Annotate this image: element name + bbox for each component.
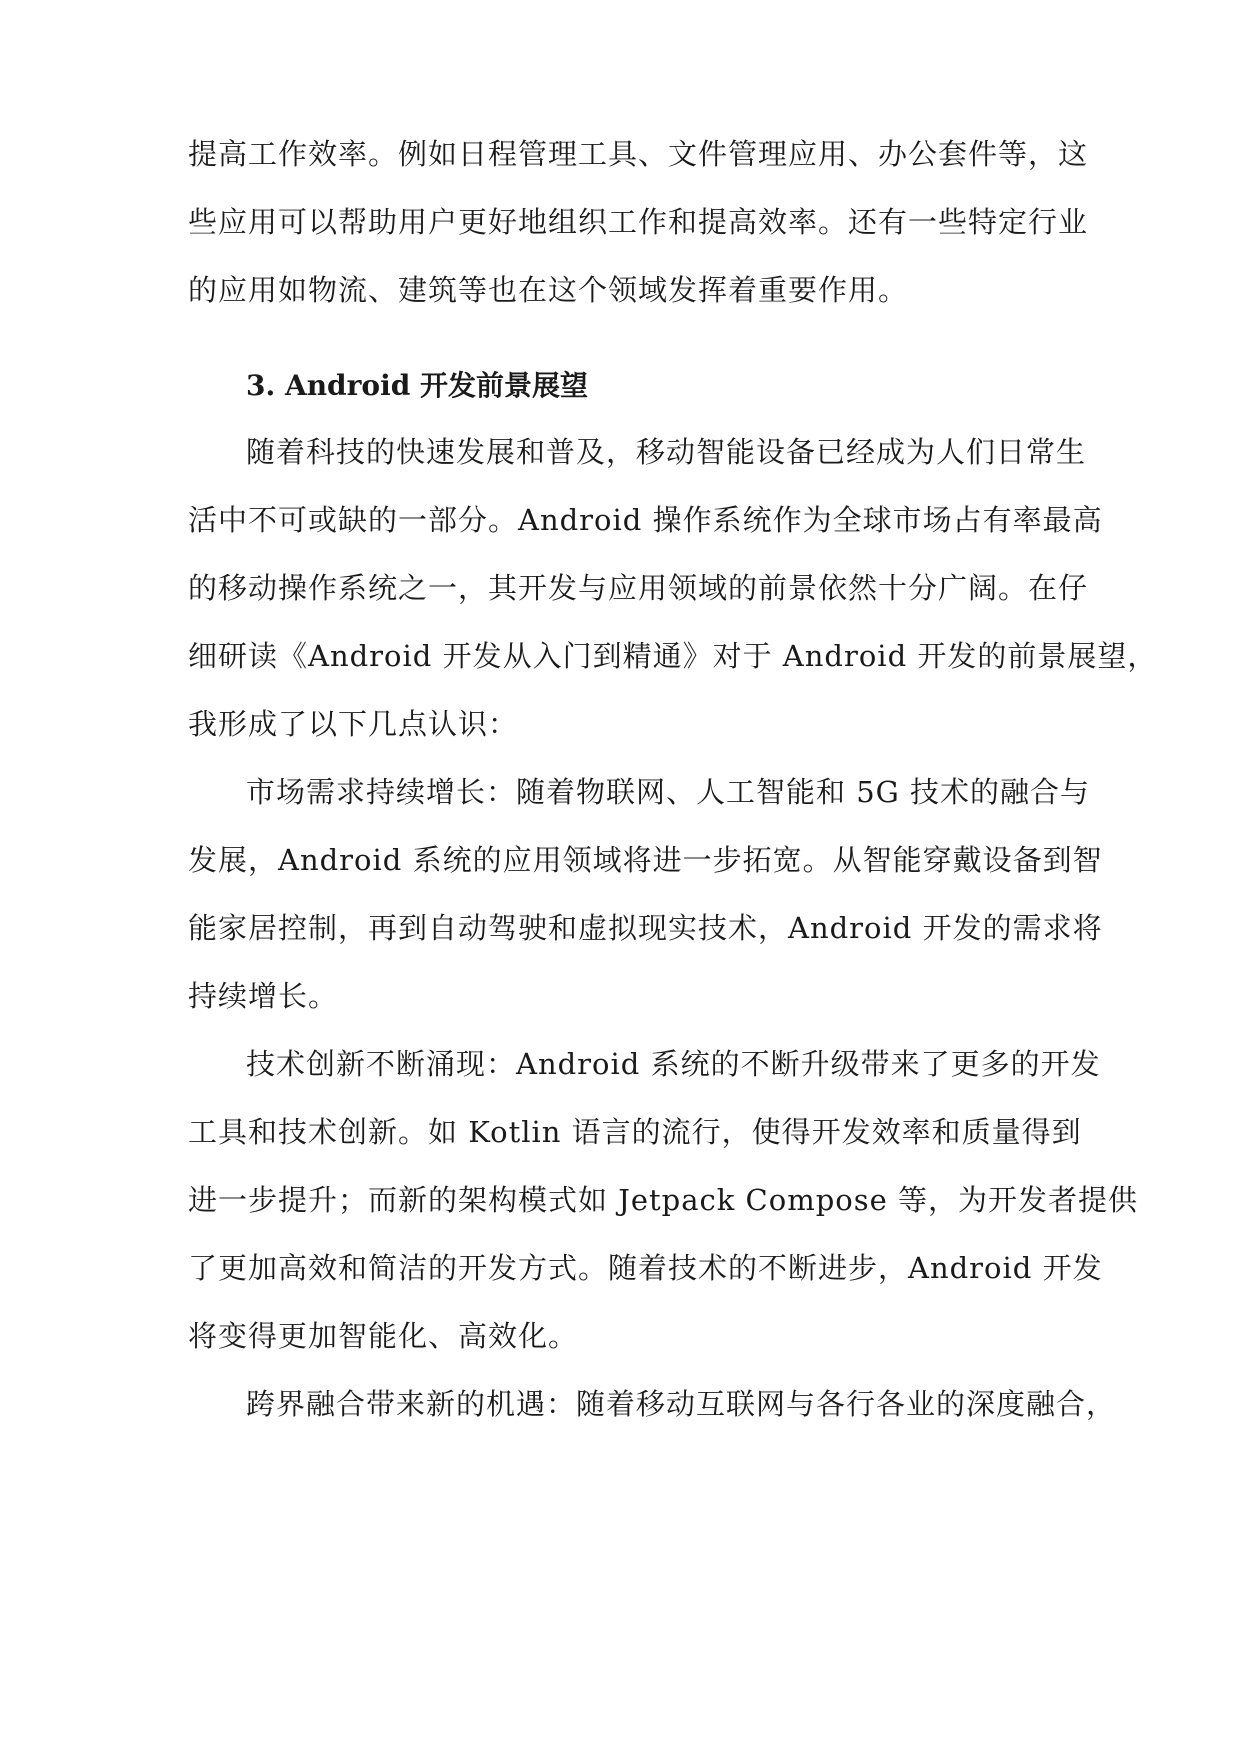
paragraph-line: 市场需求持续增长：随着物联网、人工智能和 5G 技术的融合与	[246, 775, 1091, 809]
paragraph-line: 细研读《Android 开发从入门到精通》对于 Android 开发的前景展望，	[188, 639, 1158, 673]
paragraph-line: 随着科技的快速发展和普及，移动智能设备已经成为人们日常生	[246, 435, 1087, 469]
paragraph-line: 能家居控制，再到自动驾驶和虚拟现实技术，Android 开发的需求将	[188, 911, 1103, 945]
body-text-line: 些应用可以帮助用户更好地组织工作和提高效率。还有一些特定行业	[188, 205, 1089, 239]
paragraph-line: 持续增长。	[188, 979, 339, 1013]
body-text-line: 提高工作效率。例如日程管理工具、文件管理应用、办公套件等，这	[188, 137, 1089, 171]
paragraph-line: 跨界融合带来新的机遇：随着移动互联网与各行各业的深度融合，	[246, 1387, 1117, 1421]
paragraph-line: 了更加高效和简洁的开发方式。随着技术的不断进步，Android 开发	[188, 1251, 1103, 1285]
paragraph-line: 我形成了以下几点认识：	[188, 707, 519, 741]
body-text-line: 的应用如物流、建筑等也在这个领域发挥着重要作用。	[188, 273, 909, 307]
paragraph-line: 将变得更加智能化、高效化。	[188, 1319, 579, 1353]
paragraph-line: 技术创新不断涌现：Android 系统的不断升级带来了更多的开发	[246, 1047, 1101, 1081]
section-heading: 3. Android 开发前景展望	[246, 369, 589, 402]
paragraph-line: 工具和技术创新。如 Kotlin 语言的流行，使得开发效率和质量得到	[188, 1115, 1082, 1149]
paragraph-line: 进一步提升；而新的架构模式如 Jetpack Compose 等，为开发者提供	[188, 1183, 1138, 1217]
paragraph-line: 活中不可或缺的一部分。Android 操作系统作为全球市场占有率最高	[188, 503, 1103, 537]
paragraph-line: 的移动操作系统之一，其开发与应用领域的前景依然十分广阔。在仔	[188, 571, 1089, 605]
paragraph-line: 发展，Android 系统的应用领域将进一步拓宽。从智能穿戴设备到智	[188, 843, 1103, 877]
